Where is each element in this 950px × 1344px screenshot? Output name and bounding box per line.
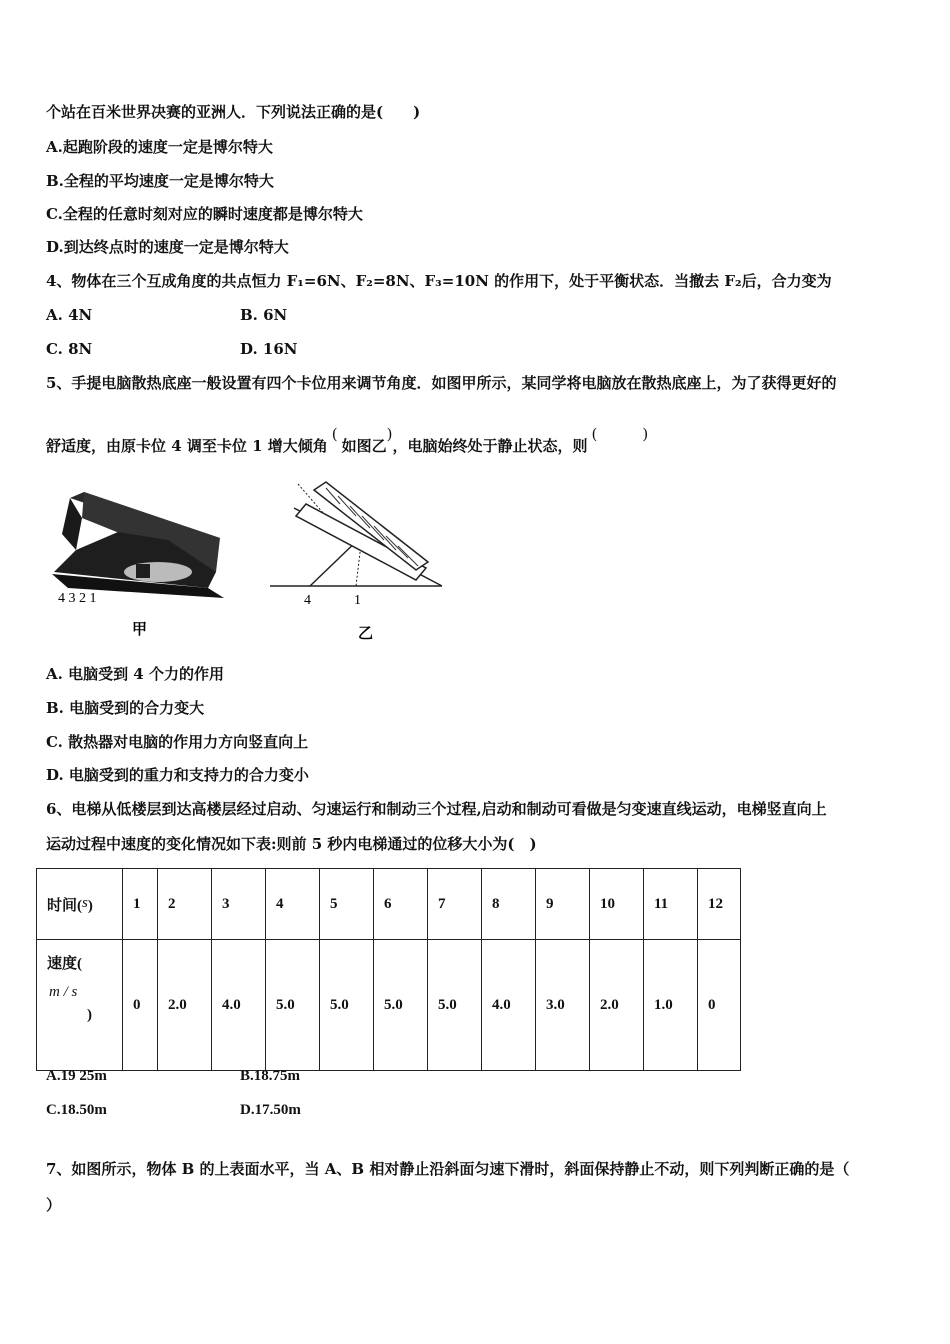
time-header-unit: s (82, 894, 88, 911)
q5-stem-part-b: 如图乙 (341, 437, 387, 455)
q4-option-c: C. 8N (46, 340, 93, 358)
q5-paren-close: ) (386, 425, 393, 443)
q7-stem-line2: ） (46, 1196, 62, 1214)
q6-stem-line2: 运动过程中速度的变化情况如下表:则前 5 秒内电梯通过的位移大小为( ) (46, 835, 537, 853)
table-cell: 4.0 (482, 940, 536, 1071)
table-row-speed (37, 940, 741, 1071)
table-cell: 5.0 (428, 940, 482, 1071)
table-cell: 11 (644, 869, 698, 940)
table-cell: 2 (158, 869, 212, 940)
figure-yi-mark-1: 1 (354, 593, 361, 608)
q6-option-a: A.19 25m (46, 1068, 107, 1084)
q4-option-d: D. 16N (240, 340, 298, 358)
q7-stem-line1: 7、如图所示，物体 B 的上表面水平，当 A、B 相对静止沿斜面匀速下滑时，斜面保持静止不动，则下列判断正确的是（ (46, 1160, 850, 1178)
table-cell: 6 (374, 869, 428, 940)
figure-yi-mark-4: 4 (304, 593, 311, 608)
table-cell: 4 (266, 869, 320, 940)
q4-stem: 4、物体在三个互成角度的共点恒力 F₁=6N、F₂=8N、F₃=10N 的作用下，处于平衡状态．当撤去 F₂后，合力变为 (46, 272, 832, 290)
table-cell: 5 (320, 869, 374, 940)
table-cell: 0 (123, 940, 158, 1071)
speed-header-cell (37, 940, 123, 1071)
q5-option-a: A. 电脑受到 4 个力的作用 (46, 665, 224, 683)
figure-yi-label: 乙 (358, 624, 374, 642)
table-cell: 5.0 (374, 940, 428, 1071)
table-cell: 8 (482, 869, 536, 940)
figure-jia (48, 488, 238, 648)
q5-paren-open: ( (331, 425, 338, 443)
q3-option-a: A.起跑阶段的速度一定是博尔特大 (46, 138, 273, 156)
q3-option-d: D.到达终点时的速度一定是博尔特大 (46, 238, 289, 256)
table-cell: 1 (123, 869, 158, 940)
q5-answer-blank: ( ) (591, 425, 649, 443)
table-cell: 12 (698, 869, 741, 940)
table-cell: 1.0 (644, 940, 698, 1071)
speed-header-close: ) (87, 1007, 92, 1023)
speed-header-unit: m / s (49, 984, 78, 1000)
q3-stem-tail: 个站在百米世界决赛的亚洲人．下列说法正确的是( ) (46, 103, 421, 121)
q4-option-a: A. 4N (46, 306, 93, 324)
figure-jia-slot-numbers: 4 3 2 1 (58, 591, 97, 606)
q6-stem-line1: 6、电梯从低楼层到达高楼层经过启动、匀速运行和制动三个过程,启动和制动可看做是匀变速直线运动，电梯竖直向上 (46, 800, 827, 818)
q5-stem-part-c: ，电脑始终处于静止状态，则 (392, 437, 588, 455)
table-cell: 0 (698, 940, 741, 1071)
q6-option-c: C.18.50m (46, 1102, 107, 1118)
table-cell: 2.0 (158, 940, 212, 1071)
q3-option-b: B.全程的平均速度一定是博尔特大 (46, 172, 274, 190)
figure-yi (266, 480, 446, 648)
table-cell: 10 (590, 869, 644, 940)
time-header-close: ) (87, 897, 93, 914)
q3-option-c: C.全程的任意时刻对应的瞬时速度都是博尔特大 (46, 205, 363, 223)
speed-header-text: 速度( (47, 956, 82, 972)
q5-stem-line2 (46, 425, 649, 456)
table-cell: 9 (536, 869, 590, 940)
table-cell: 7 (428, 869, 482, 940)
table-cell: 5.0 (320, 940, 374, 1071)
time-header-text: 时间( (47, 897, 82, 914)
q4-option-b: B. 6N (240, 306, 288, 324)
time-header-cell (37, 869, 123, 940)
table-row-time (37, 869, 741, 940)
table-cell: 5.0 (266, 940, 320, 1071)
table-cell: 3.0 (536, 940, 590, 1071)
q5-option-d: D. 电脑受到的重力和支持力的合力变小 (46, 766, 309, 784)
q5-option-b: B. 电脑受到的合力变大 (46, 699, 205, 717)
q6-option-d: D.17.50m (240, 1102, 301, 1118)
q5-option-c: C. 散热器对电脑的作用力方向竖直向上 (46, 733, 309, 751)
figure-jia-label: 甲 (132, 620, 148, 638)
table-cell: 3 (212, 869, 266, 940)
table-cell: 2.0 (590, 940, 644, 1071)
velocity-table (36, 868, 741, 1071)
q5-stem-line1: 5、手提电脑散热底座一般设置有四个卡位用来调节角度．如图甲所示，某同学将电脑放在散热底座上，为了获得更好的 (46, 374, 837, 392)
q6-option-b: B.18.75m (240, 1068, 300, 1084)
table-cell: 4.0 (212, 940, 266, 1071)
q5-stem-part-a: 舒适度，由原卡位 4 调至卡位 1 增大倾角 (46, 437, 328, 455)
